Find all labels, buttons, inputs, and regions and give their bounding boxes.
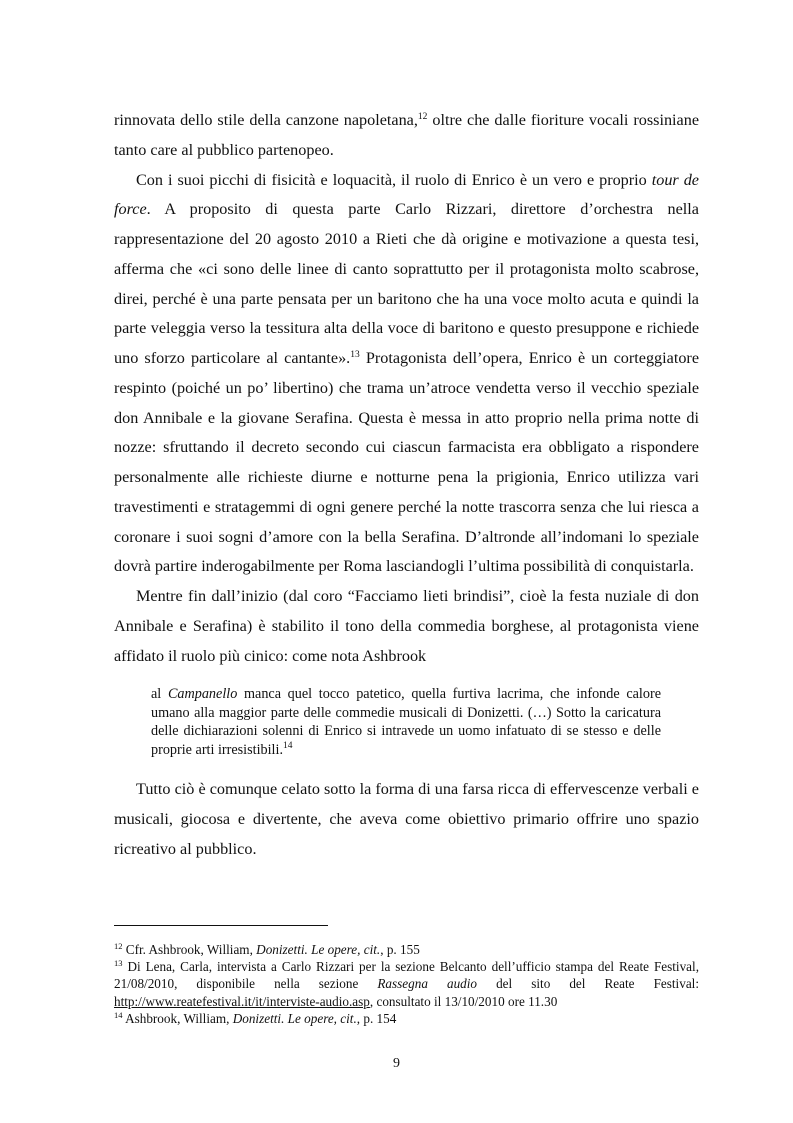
footnote-separator [114,925,328,926]
block-quote: al Campanello manca quel tocco patetico, quella furtiva lacrima, che infonde calore umano alla maggior parte delle commedie musicali di Donizetti. (…) Sotto la caricatura delle dichiarazioni solenni di Enrico si intravede un uomo infatuato di se stesso e delle proprie arti irresistibili.$^{14}$ [151,686,661,758]
page-number: 9 [393,1056,400,1071]
footnote-ref-12[interactable]: 12 [417,112,428,122]
paragraph-1: rinnovata dello stile della canzone napoletana,$^{12}$ oltre che dalle fioriture vocali rossiniane tanto care al pubblico partenopeo. [114,111,700,159]
footnote-12: $^{12}$ Cfr. Ashbrook, William, Donizetti. Le opere, cit., p. 155 [114,941,420,957]
paragraph-3: Mentre fin dall’inizio (dal coro “Facciamo lieti brindisi”, cioè la festa nuziale di don Annibale e Serafina) è stabilito il tono della commedia borghese, al protagonista viene affidato il ruolo più cinico: come nota Ashbrook [114,587,699,665]
paragraph-2: Con i suoi picchi di fisicità e loquacità, il ruolo di Enrico è un vero e proprio tour de force. A proposito di questa parte Carlo Rizzari, direttore d’orchestra nella rappresentazione del 20 agosto 2010 a Rieti che dà origine e motivazione a questa tesi, afferma che «ci sono delle linee di canto soprattutto per il protagonista molto scabrose, direi, perché è una parte pensata per un baritono che ha una voce molto acuta e quindi la parte veleggia verso la tessitura alta della voce di baritono e questo presuppone e richiede uno sforzo particolare al cantante».$^{13}$ Protagonista dell’opera, Enrico è un corteggiatore respinto (poiché un po’ libertino) che trama un’atroce vendetta verso il vecchio speziale don Annibale e la giovane Serafina. Questa è messa in atto proprio nella prima notte di nozze: sfruttando il decreto secondo cui ciascun farmacista era obbligato a rispondere personalmente alle richieste diurne e notturne pena la prigionia, Enrico utilizza vari travestimenti e stratagemmi di ogni genere perché la notte trascorra senza che lui riesca a coronare i suoi sogni d’amore con la bella Serafina. D’altronde all’indomani lo speziale dovrà partire inderogabilmente per Roma lasciandogli l’ultima possibilità di conquistarla. [114,170,700,576]
footnote-14: $^{14}$ Ashbrook, William, Donizetti. Le opere, cit., p. 154 [114,1009,397,1026]
body-text [114,106,699,865]
paragraph-4: Tutto ciò è comunque celato sotto la forma di una farsa ricca di effervescenze verbali e musicali, giocosa e divertente, che aveva come obiettivo primario offrire uno spazio ricreativo al pubblico. [114,780,699,858]
footnote-13-link[interactable]: http://www.reatefestival.it/it/interviste-audio.asp [114,993,370,1009]
footnote-ref-13[interactable]: 13 [350,350,360,360]
footnote-13: $^{13}$ Di Lena, Carla, intervista a Carlo Rizzari per la sezione Belcanto dell’ufficio stampa del Reate Festival, 21/08/2010, disponibile nella sezione Rassegna audio del sito del Reate Festival: http://www.reatefestival.it/it/interviste-audio.asp, consultato il 13/10/2010 ore 11.30 [114,958,699,1009]
footnote-ref-14[interactable]: 14 [283,740,293,751]
footnotes [114,941,699,1027]
